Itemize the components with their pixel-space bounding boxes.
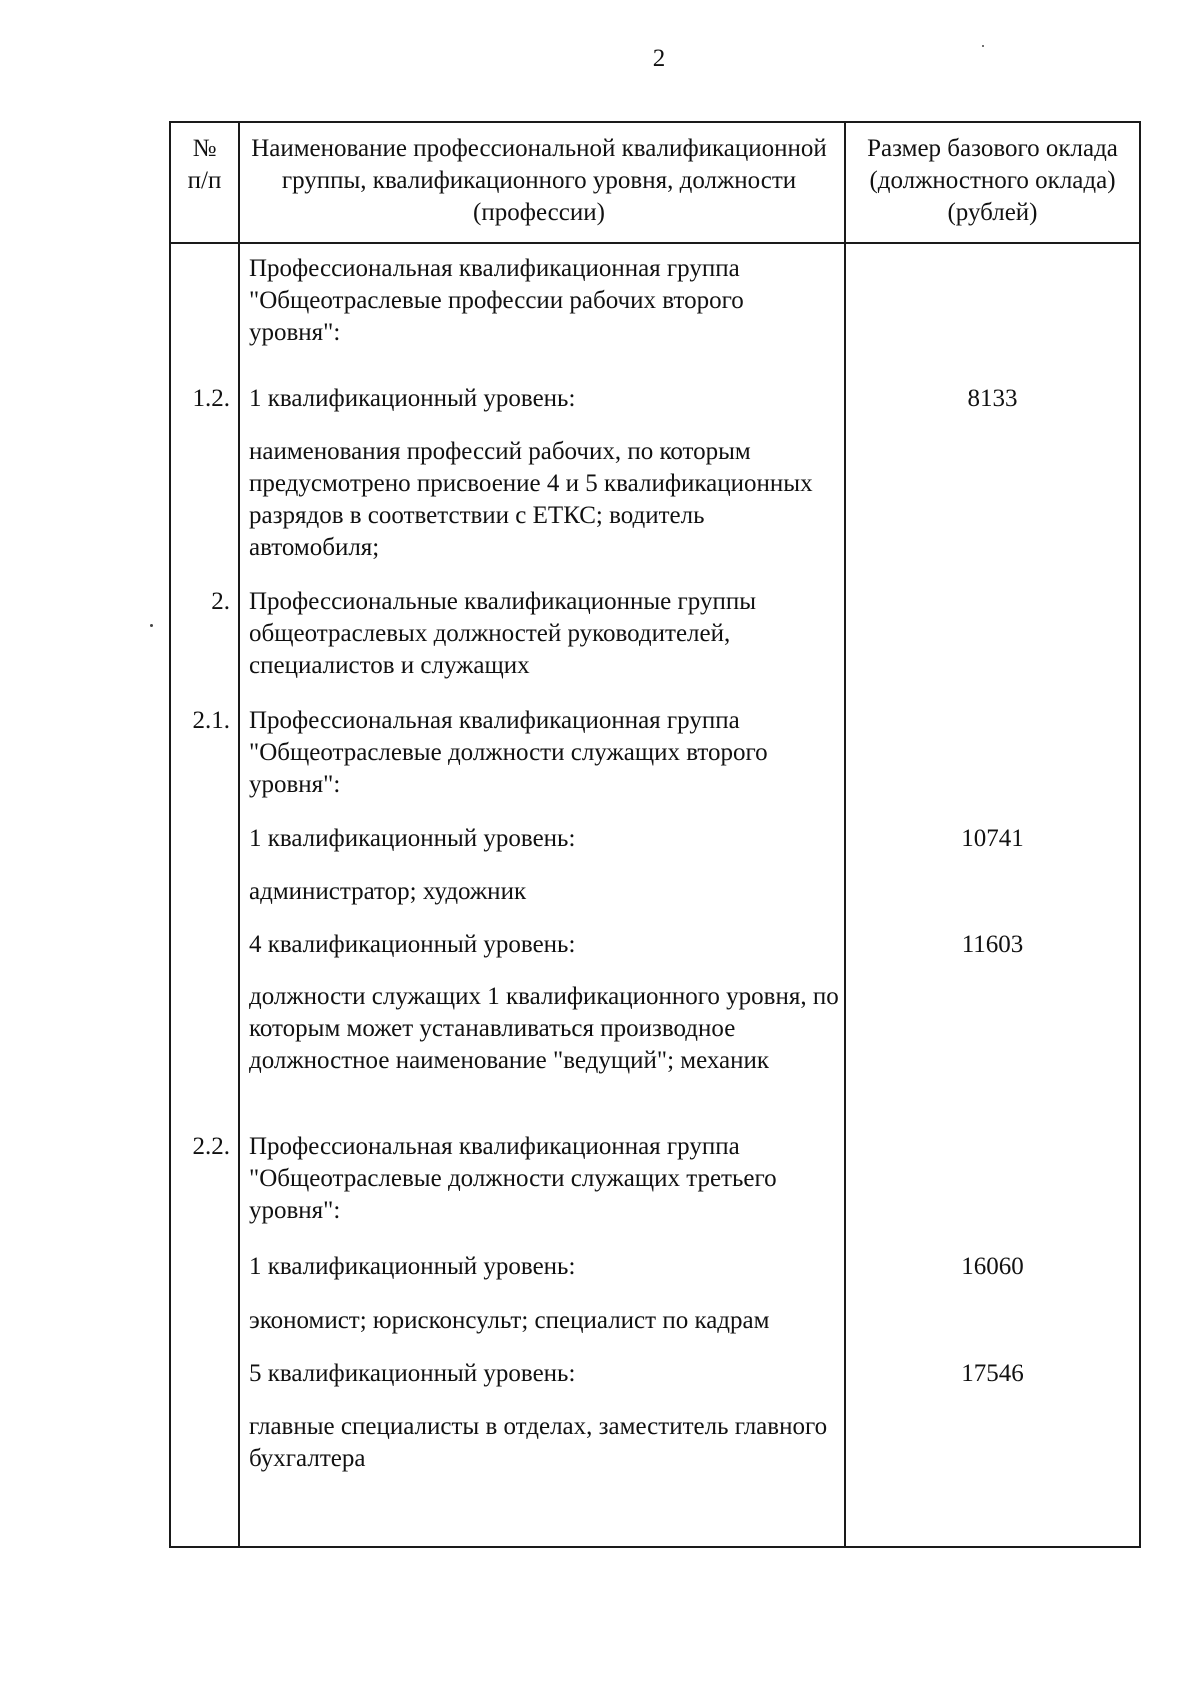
header-size-label: Размер базового оклада (должностного оклада) (рублей) (867, 135, 1118, 226)
header-number (171, 133, 238, 197)
row-value: 8133 (967, 385, 1018, 412)
row-text: главные специалисты в отделах, заместитель главного бухгалтера (249, 1413, 828, 1472)
row-text: 4 квалификационный уровень: (249, 931, 576, 958)
row-text: экономист; юрисконсульт; специалист по кадрам (249, 1307, 770, 1334)
row-value: 16060 (961, 1253, 1024, 1280)
row-value: 17546 (961, 1360, 1024, 1387)
header-size (846, 133, 1139, 229)
row-text: Профессиональные квалификационные группы общеотраслевых должностей руководителей, специалистов и служащих (249, 588, 757, 679)
row-text: 1 квалификационный уровень: (249, 825, 576, 852)
row-number: 2.2. (192, 1133, 230, 1160)
row-text: Профессиональная квалификационная группа "Общеотраслевые профессии рабочих второго уровня": (249, 255, 744, 346)
row-text: должности служащих 1 квалификационного уровня, по которым может устанавливаться производное должностное наименование "ведущий"; механик (249, 983, 839, 1074)
row-value: 10741 (961, 825, 1024, 852)
row-text: Профессиональная квалификационная группа "Общеотраслевые должности служащих третьего уровня": (249, 1133, 777, 1224)
row-text: 1 квалификационный уровень: (249, 1253, 576, 1280)
header-number-label: № п/п (187, 135, 222, 194)
page-number: 2 (652, 45, 666, 72)
row-value: 11603 (961, 931, 1024, 958)
row-number: 2.1. (192, 707, 230, 734)
row-number: 1.2. (192, 385, 230, 412)
row-text: наименования профессий рабочих, по которым предусмотрено присвоение 4 и 5 квалификационных разрядов в соответствии с ЕТКС; водитель автомобиля; (249, 438, 813, 561)
header-name: Наименование профессиональной квалификационной группы, квалификационного уровня, должности (профессии) (251, 135, 827, 226)
scan-speck (150, 624, 153, 627)
row-text: Профессиональная квалификационная группа "Общеотраслевые должности служащих второго уровня": (249, 707, 768, 798)
row-text: администратор; художник (249, 878, 527, 905)
column-divider (238, 123, 240, 1546)
salary-table (169, 121, 1141, 1548)
row-number: 2. (211, 588, 230, 615)
row-text: 5 квалификационный уровень: (249, 1360, 576, 1387)
row-text: 1 квалификационный уровень: (249, 385, 576, 412)
header-divider (171, 242, 1139, 244)
scan-speck (982, 45, 984, 47)
